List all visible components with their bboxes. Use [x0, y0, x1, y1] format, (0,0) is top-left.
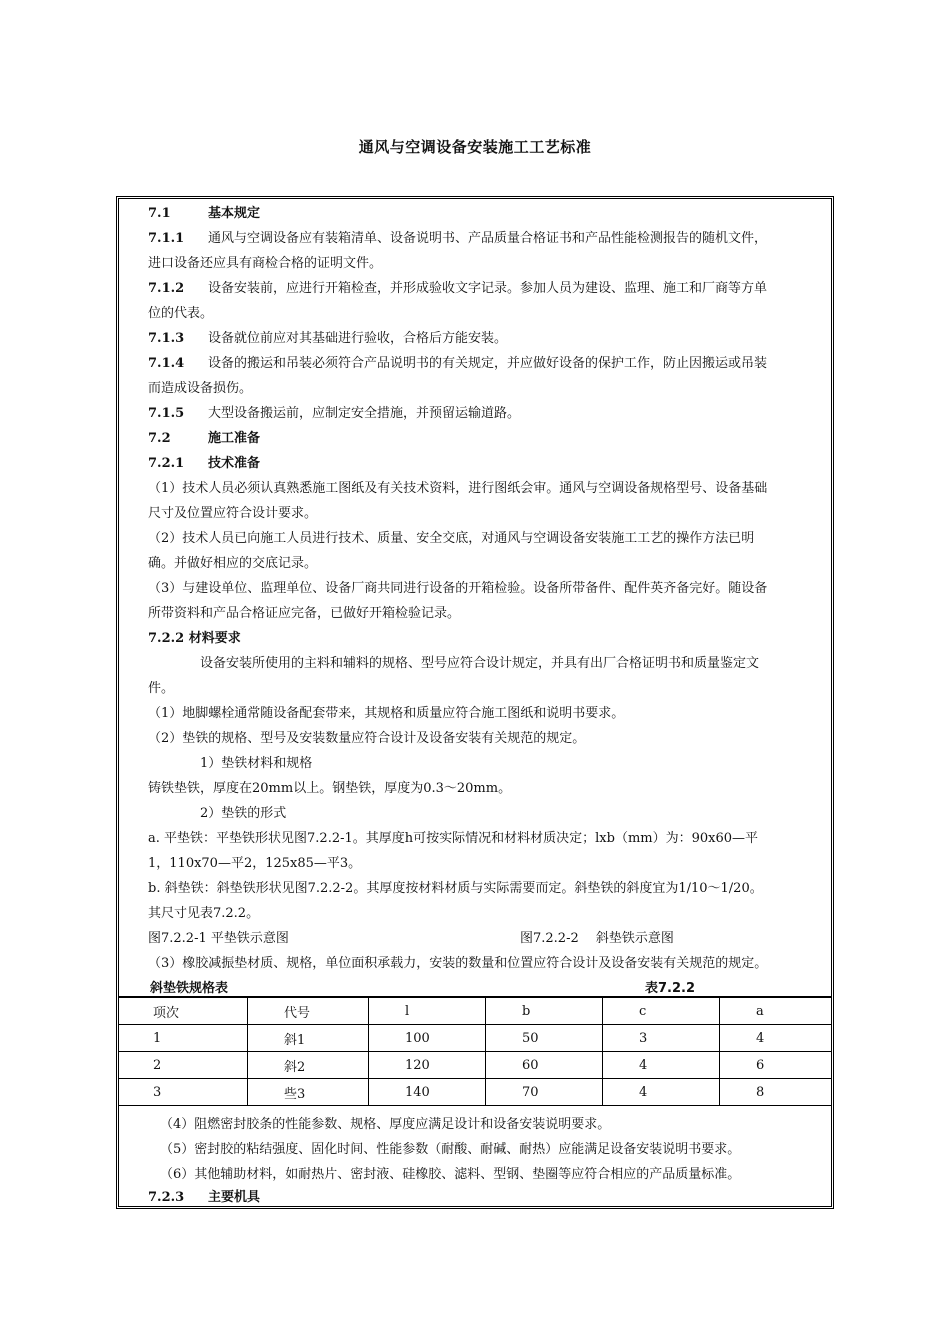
table-row [119, 1025, 832, 1052]
material-item-2-sub1-text: 铸铁垫铁，厚度在20mm以上。钢垫铁，厚度为0.3～20mm。 [148, 781, 512, 796]
clause-7-1-1-line2: 进口设备还应具有商检合格的证明文件。 [148, 256, 383, 271]
table-header-cell: a [720, 998, 832, 1025]
clause-7-1-2-line1 [148, 280, 833, 298]
clause-text: 设备安装前，应进行开箱检查，并形成验收文字记录。参加人员为建设、监理、施工和厂商等方单 [208, 281, 768, 296]
table-header-row [119, 998, 832, 1025]
table-header-cell: l [369, 998, 486, 1025]
clause-7-1-1-line1 [148, 230, 833, 248]
tech-item-2-line1: （2）技术人员已向施工人员进行技术、质量、安全交底，对通风与空调设备安装施工工艺的操作方法已明 [148, 531, 755, 546]
page-title: 通风与空调设备安装施工工艺标准 [358, 138, 592, 156]
wedge-shim-line1: b. 斜垫铁：斜垫铁形状见图7.2.2-2。其厚度按材料材质与实际需要而定。斜垫铁的斜度宜为1/10～1/20。 [148, 881, 763, 896]
section-7-2 [148, 430, 833, 448]
tech-item-1-line2: 尺寸及位置应符合设计要求。 [148, 506, 318, 521]
tech-item-1-line1: （1）技术人员必须认真熟悉施工图纸及有关技术资料，进行图纸会审。通风与空调设备规格型号、设备基础 [148, 481, 768, 496]
section-number: 7.2 [148, 431, 171, 446]
section-title: 主要机具 [208, 1190, 261, 1205]
material-item-2-sub2: 2）垫铁的形式 [200, 806, 287, 821]
table-cell: 斜1 [248, 1025, 369, 1052]
figure-caption-1: 图7.2.2-1 平垫铁示意图 [148, 931, 289, 946]
tech-item-2-line2: 确。并做好相应的交底记录。 [148, 556, 318, 571]
clause-number: 7.1.1 [148, 231, 185, 246]
table-row [119, 1079, 832, 1106]
wedge-shim-spec-table [118, 997, 832, 1106]
material-item-4: （4）阻燃密封胶条的性能参数、规格、厚度应满足设计和设备安装说明要求。 [160, 1117, 611, 1132]
figure-caption-2: 图7.2.2-2 斜垫铁示意图 [520, 931, 674, 946]
clause-7-1-3 [148, 330, 833, 348]
table-cell: 60 [486, 1052, 603, 1079]
table-cell: 些3 [248, 1079, 369, 1106]
clause-number: 7.1.3 [148, 331, 185, 346]
clause-text: 设备的搬运和吊装必须符合产品说明书的有关规定，并应做好设备的保护工作，防止因搬运或吊装 [208, 356, 768, 371]
material-item-3: （3）橡胶减振垫材质、规格，单位面积承载力，安装的数量和位置应符合设计及设备安装有关规范的规定。 [148, 956, 768, 971]
table-header-cell: 代号 [248, 998, 369, 1025]
table-cell: 50 [486, 1025, 603, 1052]
tech-item-3-line1: （3）与建设单位、监理单位、设备厂商共同进行设备的开箱检验。设备所带备件、配件英齐备完好。随设备 [148, 581, 768, 596]
table-cell: 2 [119, 1052, 248, 1079]
material-item-1: （1）地脚螺栓通常随设备配套带来，其规格和质量应符合施工图纸和说明书要求。 [148, 706, 625, 721]
table-cell: 70 [486, 1079, 603, 1106]
table-header-cell: 项次 [119, 998, 248, 1025]
table-cell: 3 [119, 1079, 248, 1106]
material-item-6: （6）其他辅助材料，如耐热片、密封液、硅橡胶、滤料、型钢、垫圈等应符合相应的产品质量标准。 [160, 1167, 741, 1182]
table-cell: 8 [720, 1079, 832, 1106]
section-7-2-1 [148, 455, 833, 473]
table-cell: 斜2 [248, 1052, 369, 1079]
table-cell: 140 [369, 1079, 486, 1106]
material-item-2-sub1: 1）垫铁材料和规格 [200, 756, 313, 771]
material-intro-line1: 设备安装所使用的主料和辅料的规格、型号应符合设计规定，并具有出厂合格证明书和质量鉴定文 [200, 656, 760, 671]
table-cell: 100 [369, 1025, 486, 1052]
material-item-5: （5）密封胶的粘结强度、固化时间、性能参数（耐酸、耐碱、耐热）应能满足设备安装说明书要求。 [160, 1142, 741, 1157]
material-intro-line2: 件。 [148, 681, 175, 696]
clause-text: 通风与空调设备应有装箱清单、设备说明书、产品质量合格证书和产品性能检测报告的随机文件， [208, 231, 768, 246]
clause-number: 7.1.5 [148, 406, 185, 421]
section-number: 7.2.3 [148, 1190, 185, 1205]
table-cell: 4 [603, 1052, 720, 1079]
table-caption: 斜垫铁规格表 [150, 981, 229, 996]
table-cell: 4 [720, 1025, 832, 1052]
section-title: 施工准备 [208, 431, 261, 446]
tech-item-3-line2: 所带资料和产品合格证应完备，已做好开箱检验记录。 [148, 606, 461, 621]
wedge-shim-line2: 其尺寸见表7.2.2。 [148, 906, 260, 921]
clause-text: 大型设备搬运前，应制定安全措施，并预留运输道路。 [208, 406, 521, 421]
clause-number: 7.1.4 [148, 356, 185, 371]
table-cell: 6 [720, 1052, 832, 1079]
section-7-2-2: 7.2.2 材料要求 [148, 631, 241, 646]
clause-number: 7.1.2 [148, 281, 185, 296]
section-title: 基本规定 [208, 206, 261, 221]
section-number: 7.2.1 [148, 456, 185, 471]
clause-7-1-4-line2: 而造成设备损伤。 [148, 381, 253, 396]
section-7-2-3 [148, 1189, 833, 1207]
clause-7-1-2-line2: 位的代表。 [148, 306, 214, 321]
table-cell: 1 [119, 1025, 248, 1052]
table-header-cell: c [603, 998, 720, 1025]
table-cell: 120 [369, 1052, 486, 1079]
table-header-cell: b [486, 998, 603, 1025]
flat-shim-line2: 1，110x70—平2，125x85—平3。 [148, 856, 362, 871]
clause-7-1-5 [148, 405, 833, 423]
clause-text: 设备就位前应对其基础进行验收，合格后方能安装。 [208, 331, 508, 346]
table-row [119, 1052, 832, 1079]
clause-7-1-4-line1 [148, 355, 833, 373]
section-number: 7.1 [148, 206, 171, 221]
material-item-2: （2）垫铁的规格、型号及安装数量应符合设计及设备安装有关规范的规定。 [148, 731, 586, 746]
section-7-1 [148, 205, 833, 223]
section-title: 技术准备 [208, 456, 261, 471]
table-cell: 4 [603, 1079, 720, 1106]
flat-shim-line1: a. 平垫铁：平垫铁形状见图7.2.2-1。其厚度h可按实际情况和材料材质决定；lxb（mm）为：90x60—平 [148, 831, 759, 846]
table-number: 表7.2.2 [645, 981, 696, 996]
table-cell: 3 [603, 1025, 720, 1052]
